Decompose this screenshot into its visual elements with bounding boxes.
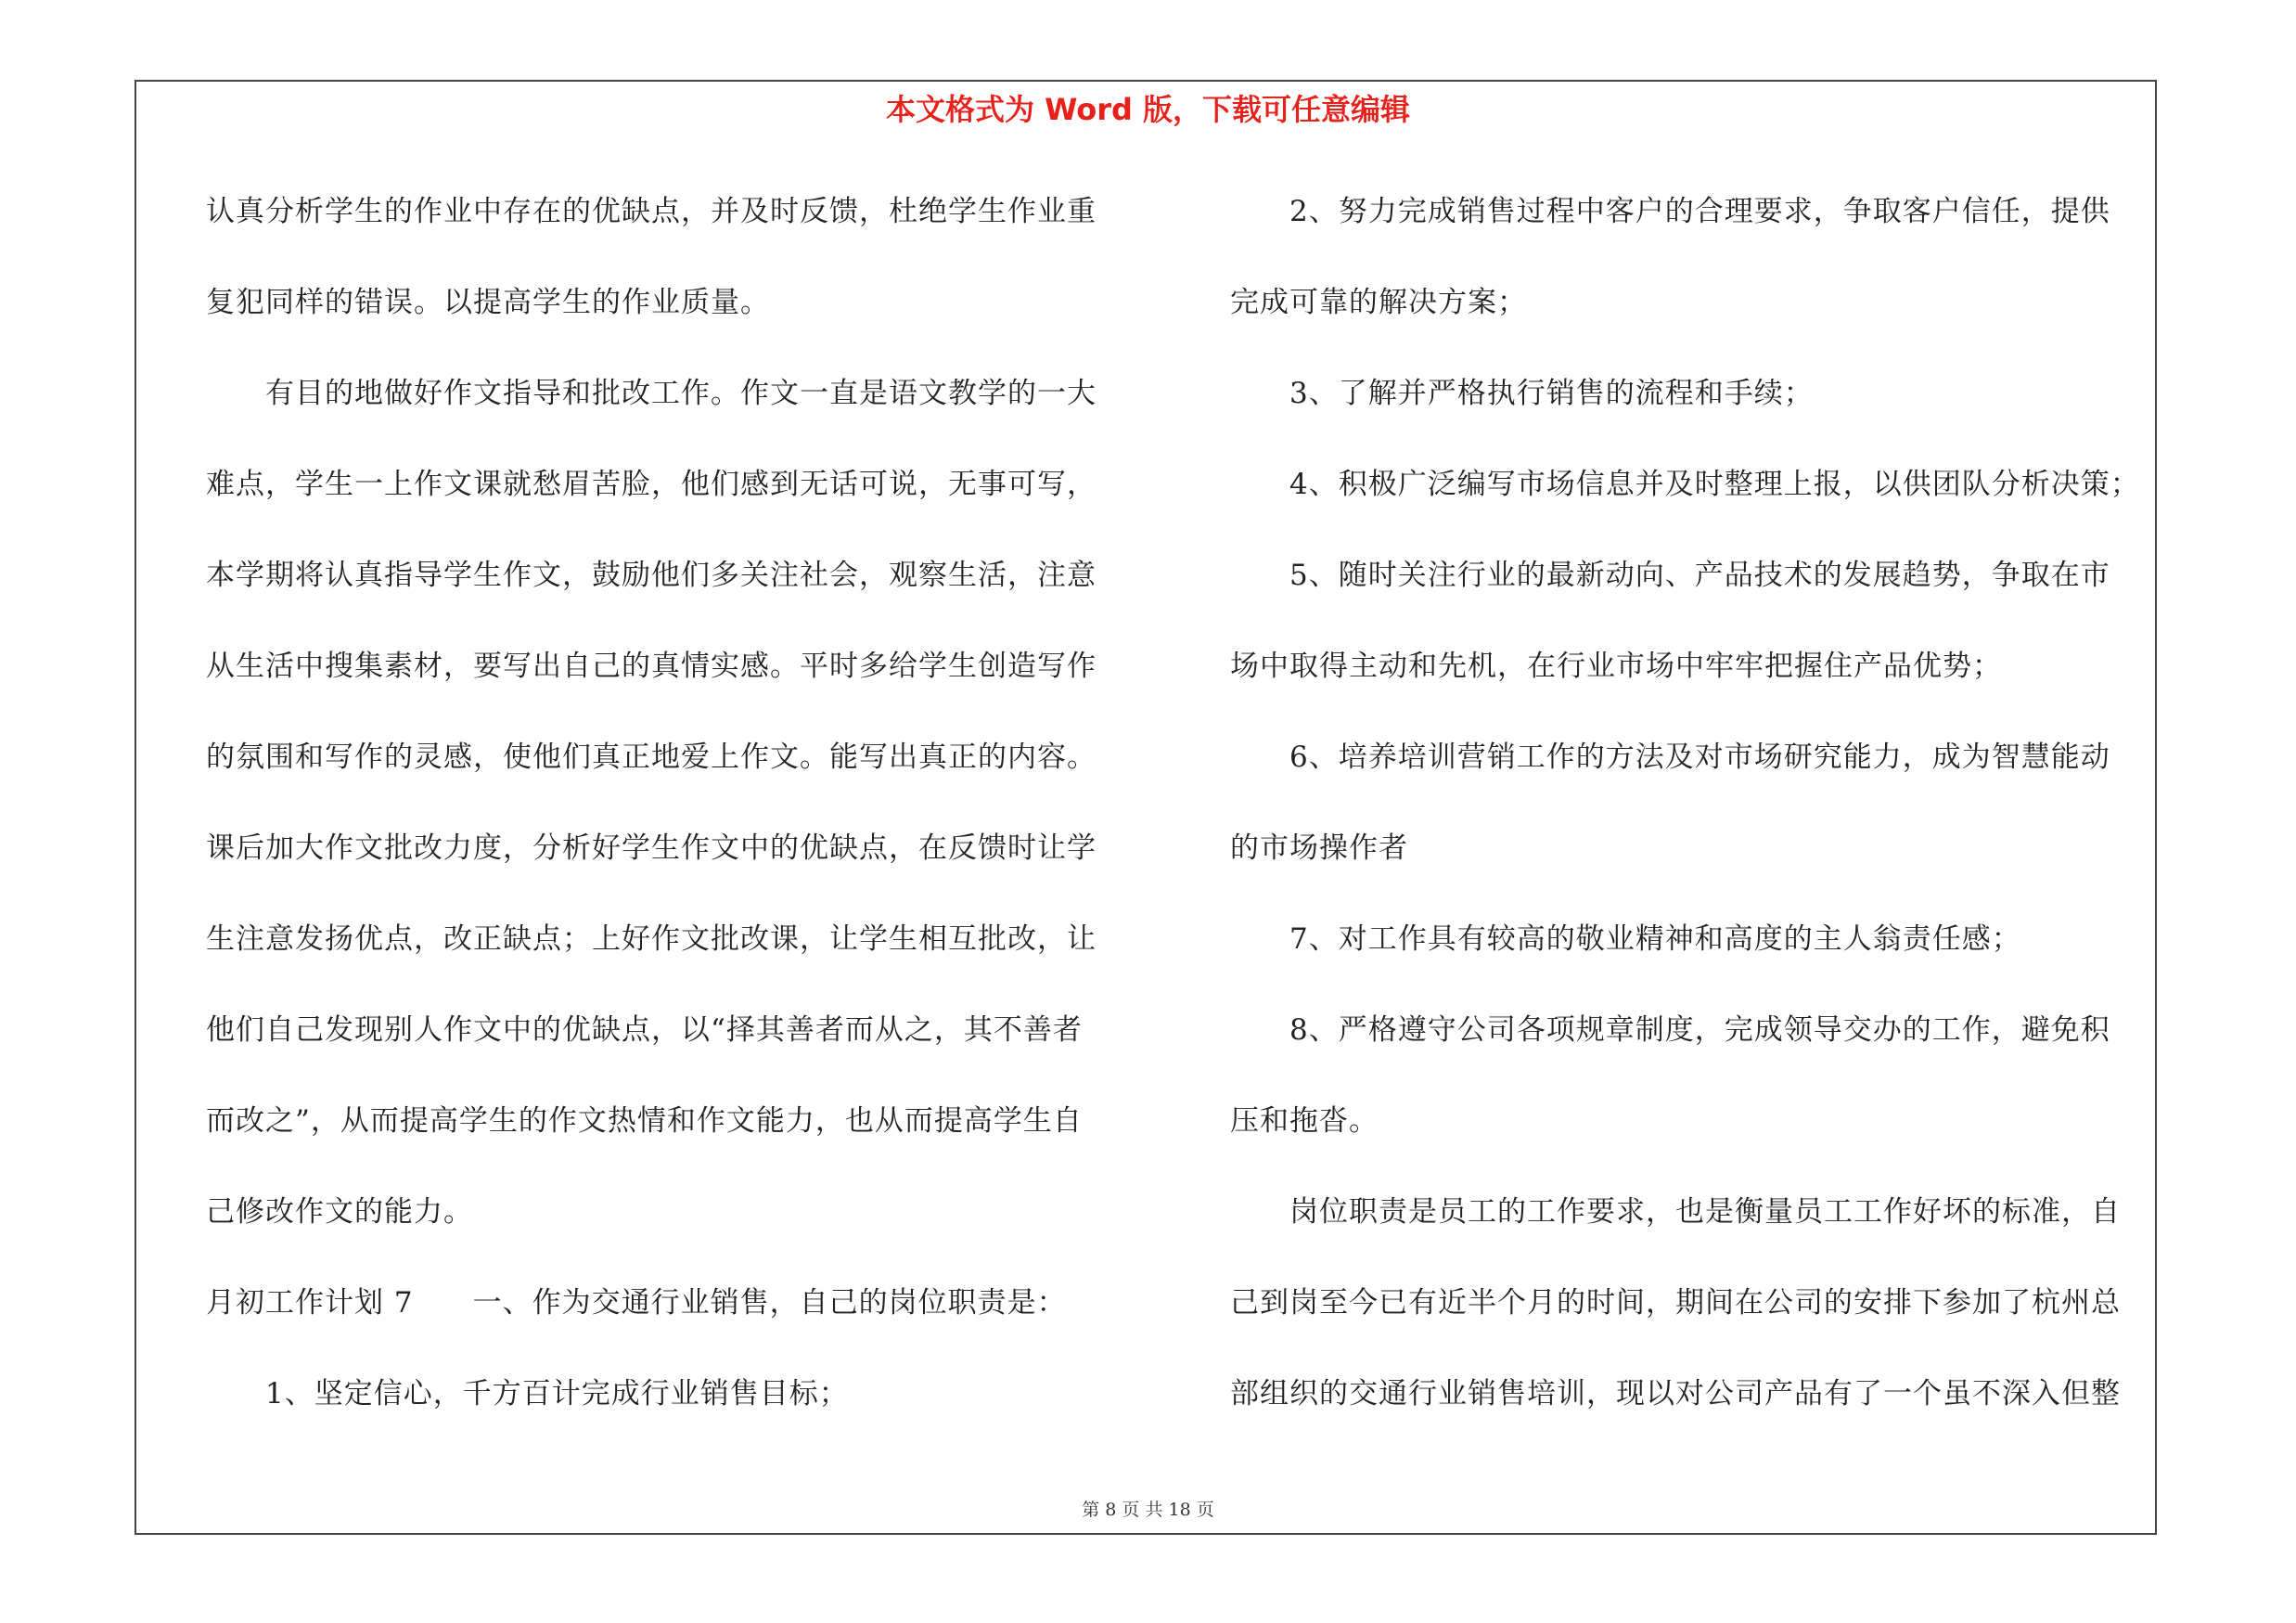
text-line: 完成可靠的解决方案； [1230,286,1527,319]
text-line: 生注意发扬优点，改正缺点；上好作文批改课，让学生相互批改，让 [206,922,1097,956]
text-line: 课后加大作文批改力度，分析好学生作文中的优缺点，在反馈时让学 [206,831,1097,865]
text-line: 7、对工作具有较高的敬业精神和高度的主人翁责任感； [1289,922,2021,956]
text-line: 难点，学生一上作文课就愁眉苦脸，他们感到无话可说，无事可写， [206,468,1097,501]
text-line: 3、了解并严格执行销售的流程和手续； [1289,377,1814,410]
right-column [1230,184,2167,1457]
text-line: 本学期将认真指导学生作文，鼓励他们多关注社会，观察生活，注意 [206,559,1097,592]
text-line: 他们自己发现别人作文中的优缺点，以“择其善者而从之，其不善者 [206,1013,1083,1047]
format-banner: 本文格式为 Word 版，下载可任意编辑 [885,92,1411,127]
text-line: 认真分析学生的作业中存在的优缺点，并及时反馈，杜绝学生作业重 [206,195,1097,228]
text-line: 部组织的交通行业销售培训，现以对公司产品有了一个虽不深入但整 [1230,1377,2121,1410]
plan-intro: 一、作为交通行业销售，自己的岗位职责是： [472,1286,1067,1320]
text-line: 己到岗至今已有近半个月的时间，期间在公司的安排下参加了杭州总 [1230,1286,2121,1320]
text-line: 5、随时关注行业的最新动向、产品技术的发展趋势，争取在市 [1289,559,2110,592]
text-line: 6、培养培训营销工作的方法及对市场研究能力，成为智慧能动 [1289,741,2110,774]
text-line: 4、积极广泛编写市场信息并及时整理上报，以供团队分析决策； [1289,468,2140,501]
text-line: 有目的地做好作文指导和批改工作。作文一直是语文教学的一大 [265,377,1097,410]
text-line: 而改之”，从而提高学生的作文热情和作文能力，也从而提高学生自 [206,1104,1083,1138]
text-line: 2、努力完成销售过程中客户的合理要求，争取客户信任，提供 [1289,195,2110,228]
text-line: 复犯同样的错误。以提高学生的作业质量。 [206,286,770,319]
plan-title: 月初工作计划 7 [206,1286,414,1320]
text-line: 1、坚定信心，千方百计完成行业销售目标； [265,1377,849,1410]
page-number-footer: 第 8 页 共 18 页 [1082,1500,1214,1520]
left-column [206,184,1143,1457]
text-line: 从生活中搜集素材，要写出自己的真情实感。平时多给学生创造写作 [206,650,1097,683]
text-line: 岗位职责是员工的工作要求，也是衡量员工工作好坏的标准，自 [1289,1195,2121,1229]
text-line: 的市场操作者 [1230,831,1408,865]
plan-heading-line [206,1275,1143,1366]
text-line: 场中取得主动和先机，在行业市场中牢牢把握住产品优势； [1230,650,2002,683]
text-line: 的氛围和写作的灵感，使他们真正地爱上作文。能写出真正的内容。 [206,741,1097,774]
text-line: 己修改作文的能力。 [206,1195,473,1229]
text-line: 8、严格遵守公司各项规章制度，完成领导交办的工作，避免积 [1289,1013,2110,1047]
text-line: 压和拖沓。 [1230,1104,1379,1138]
